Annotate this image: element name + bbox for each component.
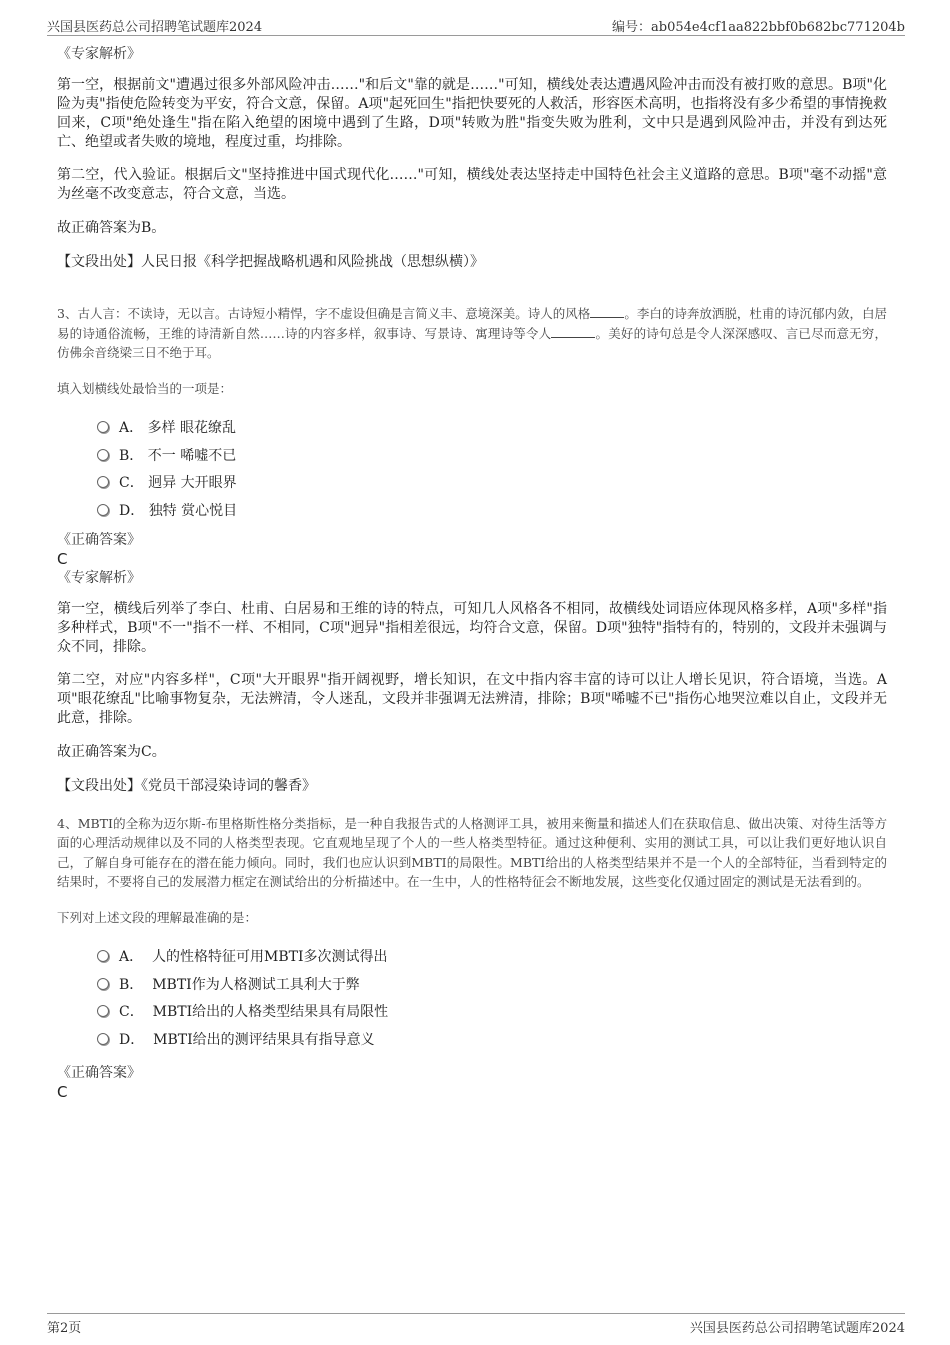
q3-option-b[interactable]: B． 不一 唏嘘不已 bbox=[97, 441, 887, 469]
q4-stem: 4、MBTI的全称为迈尔斯-布里格斯性格分类指标，是一种自我报告式的人格测评工具，被用来衡量和描述人们在获取信息、做出决策、对待生活等方面的心理活动规律以及不同的人格类型表现。它直观地呈现了个人的一些人格类型特征。通过这种便利、实用的测试工具，可以让我们更好地认识自己，了解自身可能存在的潜在能力倾向。同时，我们也应认识到MBTI的局限性。MBTI给出的人格类型结果并不是一个人的全部特征，当看到特定的结果时，不要将自己的发展潜力框定在测试给出的分析描述中。在一生中，人的性格特征会不断地发展，这些变化仅通过固定的测试是无法看到的。 bbox=[57, 815, 887, 889]
q2-source: 【文段出处】人民日报《科学把握战略机遇和风险挑战（思想纵横）》 bbox=[57, 254, 484, 270]
radio-button-icon[interactable] bbox=[97, 1033, 109, 1045]
radio-button-icon[interactable] bbox=[97, 504, 109, 516]
header-title: 兴国县医药总公司招聘笔试题库2024 bbox=[47, 19, 263, 35]
page-number: 第2页 bbox=[47, 1320, 82, 1336]
q3-analysis-para-1: 第一空，横线后列举了李白、杜甫、白居易和王维的诗的特点，可知几人风格各不相同，故横线处词语应体现风格多样，A项"多样"指多种样式，B项"不一"指不一样、不相同，C项"迥异"指相差很远，均符合文意，保留。D项"独特"指特有的，特别的，文段并未强调与众不同，排除。 bbox=[57, 600, 887, 655]
q4-answer: C bbox=[57, 1082, 68, 1101]
q3-answer-label: 《正确答案》 bbox=[57, 531, 141, 548]
q2-analysis-para-1: 第一空，根据前文"遭遇过很多外部风险冲击……"和后文"靠的就是……"可知，横线处表达遭遇风险冲击而没有被打败的意思。B项"化险为夷"指使危险转变为平安，符合文意，保留。A项"起死回生"指把快要死的人救活，形容医术高明，也指将没有多少希望的事情挽救回来，C项"绝处逢生"指在陷入绝望的困境中遇到了生路，D项"转败为胜"指变失败为胜利，文中只是遇到风险冲击，并没有到达死亡、绝望或者失败的境地，程度过重，均排除。 bbox=[57, 77, 887, 150]
page-header bbox=[47, 15, 905, 36]
q3-analysis-para-2: 第二空，对应"内容多样"，C项"大开眼界"指开阔视野，增长知识，在文中指内容丰富的诗可以让人增长见识，符合语境，当选。A项"眼花缭乱"比喻事物复杂，无法辨清，令人迷乱，文段并非强调无法辨清，排除；B项"唏嘘不已"指伤心地哭泣难以自止，文段并无此意，排除。 bbox=[57, 671, 887, 726]
q4-answer-label: 《正确答案》 bbox=[57, 1064, 141, 1081]
q2-analysis-para-2: 第二空，代入验证。根据后文"坚持推进中国式现代化……"可知，横线处表达坚持走中国特色社会主义道路的意思。B项"毫不动摇"意为丝毫不改变意志，符合文意，当选。 bbox=[57, 167, 887, 202]
radio-button-icon[interactable] bbox=[97, 978, 109, 990]
radio-button-icon[interactable] bbox=[97, 476, 109, 488]
radio-button-icon[interactable] bbox=[97, 950, 109, 962]
q2-analysis-label: 《专家解析》 bbox=[57, 46, 141, 62]
q4-prompt: 下列对上述文段的理解最准确的是： bbox=[57, 909, 258, 925]
q2-conclusion: 故正确答案为B。 bbox=[57, 220, 166, 236]
footer-title: 兴国县医药总公司招聘笔试题库2024 bbox=[689, 1320, 905, 1336]
radio-button-icon[interactable] bbox=[97, 421, 109, 433]
q3-answer: C bbox=[57, 549, 68, 568]
q3-source: 【文段出处】《党员干部浸染诗词的馨香》 bbox=[57, 777, 316, 794]
question-3 bbox=[57, 304, 887, 796]
page-content bbox=[57, 44, 887, 1101]
radio-button-icon[interactable] bbox=[97, 449, 109, 461]
radio-button-icon[interactable] bbox=[97, 1005, 109, 1017]
header-doc-id: 编号：ab054e4cf1aa822bbf0b682bc771204b bbox=[612, 19, 905, 35]
q4-option-a[interactable]: A． 人的性格特征可用MBTI多次测试得出 bbox=[97, 943, 887, 971]
q3-blank-2 bbox=[551, 325, 595, 338]
q4-option-d[interactable]: D． MBTI给出的测评结果具有指导意义 bbox=[97, 1025, 887, 1053]
question-4 bbox=[57, 814, 887, 1101]
q4-option-c[interactable]: C． MBTI给出的人格类型结果具有局限性 bbox=[97, 998, 887, 1026]
q3-option-a[interactable]: A． 多样 眼花缭乱 bbox=[97, 414, 887, 442]
q3-option-c[interactable]: C． 迥异 大开眼界 bbox=[97, 469, 887, 497]
q3-stem: 3、古人言：不读诗，无以言。古诗短小精悍，字不虚设但确是言简义丰、意境深美。诗人的风格 。李白的诗奔放洒脱，杜甫的诗沉郁内敛，白居易的诗通俗流畅，王维的诗清新自然……诗的内容多样，叙事诗、写景诗、寓理诗等令人 。美好的诗句总是令人深深感叹、言已尽而意无穷，仿佛余音绕梁三日不绝于耳。 bbox=[57, 306, 887, 360]
q3-analysis-label: 《专家解析》 bbox=[57, 569, 141, 586]
q3-conclusion: 故正确答案为C。 bbox=[57, 743, 166, 760]
q4-options bbox=[97, 943, 887, 1053]
page-footer bbox=[47, 1313, 905, 1336]
q3-options bbox=[97, 414, 887, 524]
q3-blank-1 bbox=[590, 305, 624, 318]
q3-option-d[interactable]: D． 独特 赏心悦目 bbox=[97, 496, 887, 524]
q4-option-b[interactable]: B． MBTI作为人格测试工具利大于弊 bbox=[97, 970, 887, 998]
q3-prompt: 填入划横线处最恰当的一项是： bbox=[57, 380, 233, 396]
